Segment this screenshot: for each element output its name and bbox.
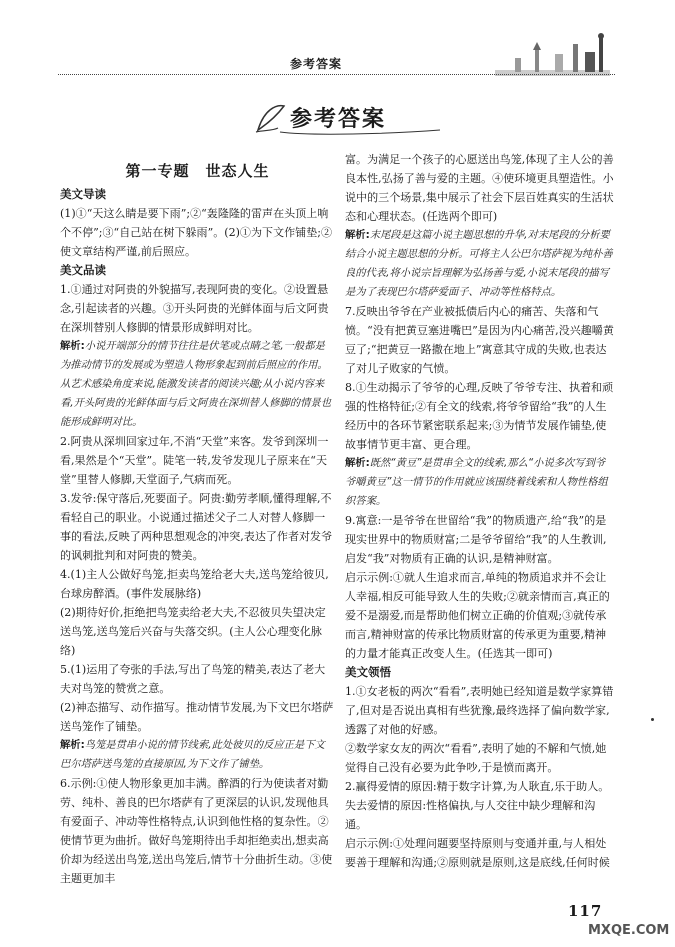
- analysis-label: 解析:: [345, 229, 370, 241]
- answer-paragraph: 4.(1)主人公做好鸟笼,拒卖鸟笼给老大夫,送鸟笼给彼贝,台球房醉酒。(事件发展脉络): [60, 568, 329, 600]
- section-heading: 美文品读: [60, 263, 106, 277]
- page-header: [0, 0, 675, 80]
- margin-dot: [651, 718, 654, 721]
- answer-paragraph: 9.寓意:一是爷爷在世留给“我”的物质遗产,给“我”的是现实世界中的物质财富;二是爷爷留给“我”的人生教训,启发“我”对物质有正确的认识,是精神财富。: [345, 514, 607, 565]
- analysis-label: 解析:: [345, 457, 370, 469]
- cityscape-decoration-icon: [495, 30, 610, 80]
- answer-paragraph: 8.①生动揭示了爷爷的心理,反映了爷爷专注、执着和顽强的性格特征;②有全文的线索,将爷爷留给“我”的人生经历中的各环节紧密联系起来;③为情节发展作铺垫,使故事情节更丰富、更合理。: [345, 381, 614, 451]
- answer-paragraph: 6.示例:①使人物形象更加丰满。醉酒的行为使读者对勤劳、纯朴、善良的巴尔塔萨有了更深层的认识,发现他具有爱面子、冲动等性格特点,认识到他性格的复杂性。②使情节更为曲折。做好鸟笼期待出手却拒绝卖出,想卖高价却为经送出鸟笼,送出鸟笼后,情节十分曲折生动。③使主题更加丰: [60, 777, 333, 885]
- answer-paragraph: (1)①“天这么睛是要下雨”;②“轰隆隆的雷声在头顶上响个不停”;③“自己站在树下躲雨”。(2)①为下文作铺垫;②使文章结构严谨,前后照应。: [60, 207, 333, 258]
- answer-paragraph: ②数学家女友的两次“看看”,表明了她的不解和气愤,她觉得自己没有必要为此争吵,于是愤而离开。: [345, 742, 607, 774]
- analysis-label: 解析:: [60, 739, 85, 751]
- analysis-note: 解析:末尾段是这篇小说主题思想的升华,对末尾段的分析要结合小说主题思想的分析。可将主人公巴尔塔萨视为纯朴善良的代表,将小说宗旨理解为弘扬善与爱,小说末尾段的描写是为了表现巴尔塔萨爱面子、冲动等性格特点。: [345, 229, 613, 298]
- answer-paragraph: (2)神态描写、动作描写。推动情节发展,为下文巴尔塔萨送鸟笼作了铺垫。: [60, 701, 334, 733]
- answer-paragraph: 2.阿贵从深圳回家过年,不消“天堂”来客。发爷到深圳一看,果然是个“天堂”。陡笔一转,发爷发现儿子原来在“天堂”里替人修脚,天堂面子,气病而死。: [60, 435, 329, 486]
- answer-paragraph: 2.赢得爱情的原因:精于数字计算,为人耿直,乐于助人。: [345, 780, 610, 793]
- answer-paragraph: 启示示例:①处理问题要坚持原则与变通并重,与人相处要善于理解和沟通;②原则就是原则,这是底线,任何时候: [345, 837, 610, 869]
- right-column: [345, 150, 615, 872]
- analysis-label: 解析:: [60, 340, 85, 352]
- analysis-note: 解析:既然“黄豆”是贯串全文的线索,那么“小说多次写到爷爷嚼黄豆”这一情节的作用就应该围绕着线索和人物性格组织答案。: [345, 457, 608, 507]
- header-divider: [58, 74, 615, 75]
- answer-banner-title: 参考答案: [290, 106, 387, 132]
- section-heading: 美文导读: [60, 187, 106, 201]
- watermark-text: MXQE.COM: [588, 923, 670, 938]
- page-number: 117: [568, 902, 603, 920]
- answer-paragraph: 失去爱情的原因:性格偏执,与人交往中缺少理解和沟通。: [345, 799, 596, 831]
- answer-paragraph: 7.反映出爷爷在产业被抵债后内心的痛苦、失落和气愤。“没有把黄豆塞进嘴巴”是因为内心痛苦,没兴趣嚼黄豆了;“把黄豆一路撒在地上”寓意其守成的失败,也表达了对儿子败家的气愤。: [345, 305, 614, 375]
- answer-paragraph: 3.发爷:保守落后,死要面子。阿贵:勤劳孝顺,懂得理解,不看轻自己的职业。小说通过描述父子二人对替人修脚一事的看法,反映了两种思想观念的冲突,表达了作者对发爷的讽刺批判和对阿贵的赞美。: [60, 492, 333, 562]
- section-heading: 美文领悟: [345, 665, 391, 679]
- topic-title: 第一专题 世态人生: [125, 162, 270, 180]
- analysis-note: 解析:小说开端部分的情节往往是伏笔或点睛之笔,一般都是为推动情节的发展或为塑造人物形象起到前后照应的作用。从艺术感染角度来说,能激发读者的阅读兴趣;从小说内容来看,开头阿贵的光鲜体面与后文阿贵在深圳替人修脚的情景也能形成鲜明对比。: [60, 340, 331, 428]
- answer-paragraph: 5.(1)运用了夸张的手法,写出了鸟笼的精美,表达了老大夫对鸟笼的赞赏之意。: [60, 663, 326, 695]
- analysis-note: 解析:鸟笼是贯串小说的情节线索,此处彼贝的反应正是下文巴尔塔萨送鸟笼的直接原因,为下文作了铺垫。: [60, 739, 325, 770]
- answer-paragraph: (2)期待好价,拒绝把鸟笼卖给老大夫,不忍彼贝失望决定送鸟笼,送鸟笼后兴奋与失落交织。(主人公心理变化脉络): [60, 606, 326, 657]
- answer-paragraph: 富。为满足一个孩子的心愿送出鸟笼,体现了主人公的善良本性,弘扬了善与爱的主题。④使环境更具塑造性。小说中的三个场景,集中展示了社会下层百姓真实的生活状态和心理状态。(任选两个即可): [345, 153, 614, 223]
- answer-paragraph: 启示示例:①就人生追求而言,单纯的物质追求并不会让人幸福,相反可能导致人生的失败;②就亲情而言,真正的爱不是溺爱,而是帮助他们树立正确的价值观;③就传承而言,精神财富的传承比物质财富的传承更为重要,精神的力量才能真正改变人生。(任选其一即可): [345, 571, 610, 660]
- answer-paragraph: 1.①女老板的两次“看看”,表明她已经知道是数学家算错了,但对是否说出真相有些犹豫,最终选择了偏向数学家,透露了对他的好感。: [345, 685, 614, 736]
- header-title: 参考答案: [290, 57, 343, 71]
- left-column: [60, 185, 335, 888]
- answer-paragraph: 1.①通过对阿贵的外貌描写,表现阿贵的变化。②设置悬念,引起读者的兴趣。③开头阿贵的光鲜体面与后文阿贵在深圳替别人修脚的情景形成鲜明对比。: [60, 283, 329, 334]
